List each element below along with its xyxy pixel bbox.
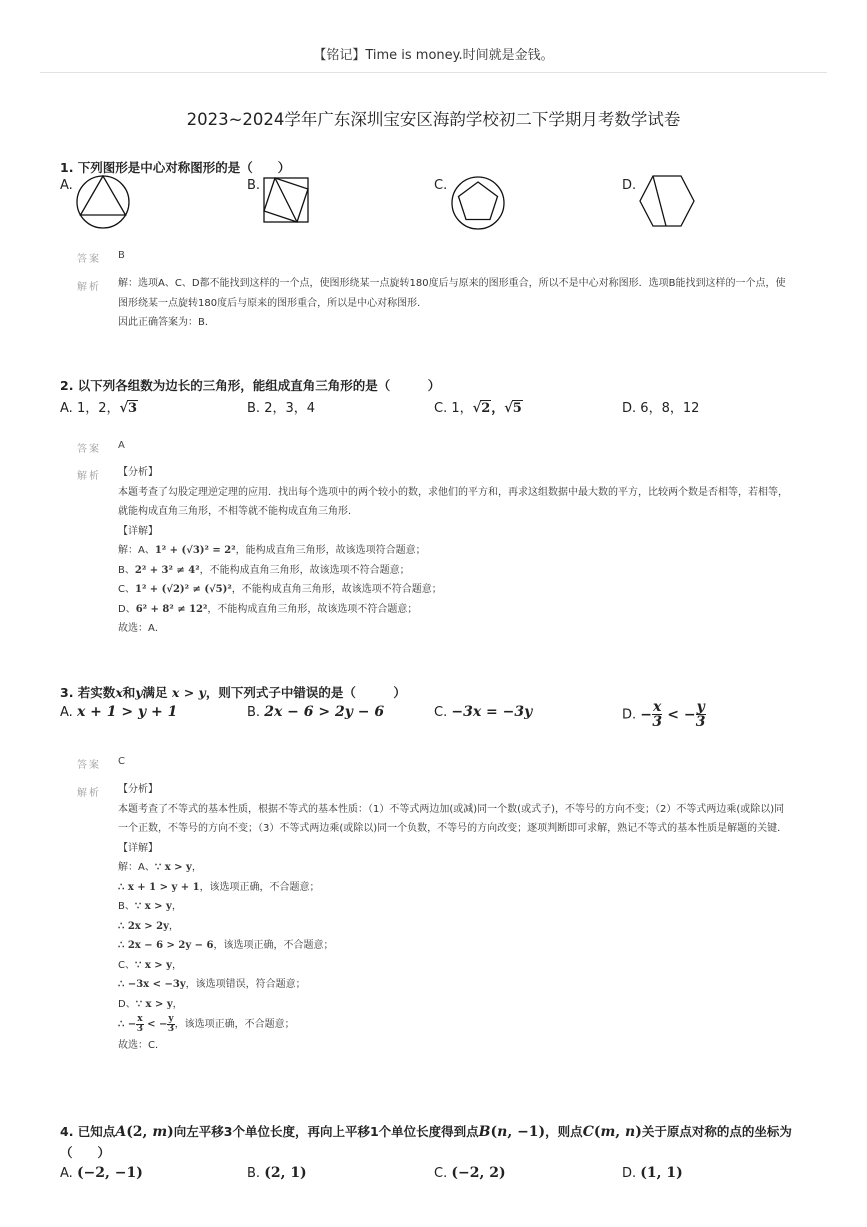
- circle-pentagon-figure: [449, 174, 507, 232]
- q2-analysis: [118, 463, 794, 639]
- q3-detail-c1: C、∵ x > y，: [118, 959, 182, 971]
- q1-answer-value: B: [118, 250, 125, 261]
- q2-answer-tag: 答案: [77, 444, 101, 455]
- q2-options: [60, 397, 820, 421]
- q4-option-c[interactable]: [434, 1165, 506, 1181]
- q4-option-a-label: A.: [60, 1166, 73, 1181]
- q2-option-c-value: 1，: [451, 401, 473, 416]
- question-4-stem: 4. 已知点A(2, m)向左平移3个单位长度，再向上平移1个单位长度得到点B(n, −1)，则点C(m, n)关于原点对称的点的坐标为: [60, 1124, 792, 1140]
- q3-analysis-text: 本题考查了不等式的基本性质，根据不等式的基本性质：（1）不等式两边加(或减)同一个数(或式子)，不等号的方向不变；（2）不等式两边乘(或除以)同一个正数，不等号的方向不变；（3）不等式两边乘(或除以)同一个负数，不等号的方向改变；逐项判断即可求解，熟记不等式的基本性质是解题的关键．: [118, 803, 788, 834]
- q2-option-d-value: 6，8，12: [640, 401, 700, 416]
- q4-option-b-value: (2, 1): [264, 1165, 307, 1181]
- q3-answer-tag: 答案: [77, 760, 101, 771]
- q3-analysis: [118, 780, 794, 1056]
- q3-option-d[interactable]: D. − $\frac{x}{3}$ < − $\frac{y}{3}$: [622, 699, 706, 730]
- q3-option-a[interactable]: [60, 704, 177, 720]
- question-1-stem: 1. 下列图形是中心对称图形的是（ ）: [60, 160, 291, 175]
- q3-detail-d1: D、∵ x > y，: [118, 998, 183, 1010]
- q2-analysis-heading: 【分析】: [118, 467, 158, 478]
- q2-option-d[interactable]: [622, 397, 699, 416]
- q2-option-b[interactable]: [247, 397, 315, 416]
- q2-option-a-value: 1，2，: [76, 401, 120, 416]
- q3-detail-b1: B、∵ x > y，: [118, 901, 182, 912]
- q2-analysis-tag: 解析: [77, 471, 101, 482]
- q3-detail-c2: ∴ −3x < −3y，该选项错误，符合题意；: [118, 979, 306, 990]
- q1-option-d-label: D.: [622, 178, 637, 193]
- q4-option-b-label: B.: [247, 1166, 261, 1181]
- q3-option-d-label: D.: [622, 707, 637, 723]
- q3-option-b-value: 2x − 6 > 2y − 6: [264, 704, 385, 720]
- q4-option-a-value: (−2, −1): [76, 1165, 143, 1181]
- q4-option-c-label: C.: [434, 1166, 448, 1181]
- q2-option-b-value: 2，3，4: [264, 401, 316, 416]
- q2-conclusion: 故选：A．: [118, 623, 165, 634]
- question-4-stem-cont: （ ）: [60, 1145, 111, 1160]
- q2-option-a-label: A.: [60, 401, 73, 416]
- q2-option-c[interactable]: C. 1，√2，√5: [434, 401, 522, 416]
- q3-detail-heading: 【详解】: [118, 842, 158, 854]
- q3-option-a-value: x + 1 > y + 1: [76, 704, 178, 720]
- q4-option-a[interactable]: [60, 1165, 143, 1181]
- q3-option-b-label: B.: [247, 705, 261, 720]
- q3-option-a-label: A.: [60, 705, 73, 720]
- question-3-stem: 3. 若实数x和y满足 x > y，则下列式子中错误的是（ ）: [60, 685, 406, 700]
- q1-analysis-tag: 解析: [77, 282, 101, 293]
- q2-option-d-label: D.: [622, 401, 637, 416]
- q1-answer-tag: 答案: [77, 254, 101, 265]
- q2-answer-value: A: [118, 440, 125, 451]
- header-divider: [40, 72, 827, 73]
- q2-option-b-label: B.: [247, 401, 261, 416]
- q3-answer-value: C: [118, 756, 125, 767]
- q1-option-a-label: A.: [60, 178, 73, 193]
- q1-analysis-p2: 因此正确答案为：B．: [118, 317, 215, 328]
- q3-detail-a1: 解：A、∵ x > y，: [118, 862, 202, 873]
- circle-triangle-figure: [74, 174, 132, 230]
- square-pinwheel-figure: [261, 175, 311, 225]
- question-2-stem: 2. 以下列各组数为边长的三角形，能组成直角三角形的是（ ）: [60, 378, 441, 393]
- q3-detail-b2: ∴ 2x > 2y，: [118, 920, 179, 932]
- q2-detail-line-c: C、1² + (√2)² ≠ (√5)²，不能构成直角三角形，故该选项不符合题意；: [118, 584, 442, 595]
- q3-detail-a2: ∴ x + 1 > y + 1，该选项正确，不合题意；: [118, 881, 320, 893]
- q2-analysis-text: 本题考查了勾股定理逆定理的应用．找出每个选项中的两个较小的数，求他们的平方和，再求这组数据中最大数的平方，比较两个数是否相等，若相等，就能构成直角三角形，不相等就不能构成直角三角形．: [118, 486, 788, 517]
- q3-options: [60, 699, 820, 730]
- q4-option-d[interactable]: [622, 1165, 683, 1181]
- q2-option-a[interactable]: A. 1，2，√3: [60, 401, 138, 416]
- q4-option-d-value: (1, 1): [640, 1165, 683, 1181]
- q2-detail-heading: 【详解】: [118, 525, 158, 537]
- q2-detail-line-a: 解：A、1² + (√3)² = 2²，能构成直角三角形，故该选项符合题意；: [118, 545, 426, 556]
- q3-analysis-heading: 【分析】: [118, 784, 158, 795]
- q3-detail-d2: ∴ − $\frac{x}{3}$ < − $\frac{y}{3}$ ，该选项正确，不合题意；: [118, 1014, 295, 1034]
- q4-options: [60, 1165, 820, 1189]
- q1-option-d[interactable]: [622, 178, 636, 193]
- q1-option-b[interactable]: [247, 178, 260, 193]
- q1-option-c-label: C.: [434, 178, 448, 193]
- q1-analysis-p1: 解：选项A、C、D都不能找到这样的一个点，使图形绕某一点旋转180度后与原来的图形重合，所以不是中心对称图形．选项B能找到这样的一个点，使图形绕某一点旋转180度后与原来的图形重合，所以是中心对称图形．: [118, 278, 786, 309]
- q4-option-c-value: (−2, 2): [451, 1165, 506, 1181]
- q3-option-c-value: −3x = −3y: [451, 704, 533, 720]
- q1-option-c[interactable]: [434, 178, 447, 193]
- q2-option-c-label: C.: [434, 401, 448, 416]
- q1-option-a[interactable]: [60, 178, 73, 193]
- q3-analysis-tag: 解析: [77, 788, 101, 799]
- q3-conclusion: 故选：C．: [118, 1040, 165, 1051]
- q3-option-c-label: C.: [434, 705, 448, 720]
- q1-analysis: [118, 274, 794, 333]
- q2-detail-line-d: D、6² + 8² ≠ 12²，不能构成直角三角形，故该选项不符合题意；: [118, 603, 418, 615]
- page-title: 2023~2024学年广东深圳宝安区海韵学校初二下学期月考数学试卷: [186, 110, 681, 129]
- hexagon-diagonal-figure: [638, 174, 696, 228]
- q3-detail-b3: ∴ 2x − 6 > 2y − 6，该选项正确，不合题意；: [118, 940, 334, 951]
- q2-detail-line-b: B、2² + 3² ≠ 4²，不能构成直角三角形，故该选项不符合题意；: [118, 564, 410, 576]
- q3-option-c[interactable]: [434, 704, 532, 720]
- q1-option-b-label: B.: [247, 178, 261, 193]
- q4-option-d-label: D.: [622, 1166, 637, 1181]
- q4-option-b[interactable]: [247, 1165, 307, 1181]
- header-motto: 【铭记】Time is money.时间就是金钱。: [313, 48, 554, 63]
- q3-option-b[interactable]: [247, 704, 384, 720]
